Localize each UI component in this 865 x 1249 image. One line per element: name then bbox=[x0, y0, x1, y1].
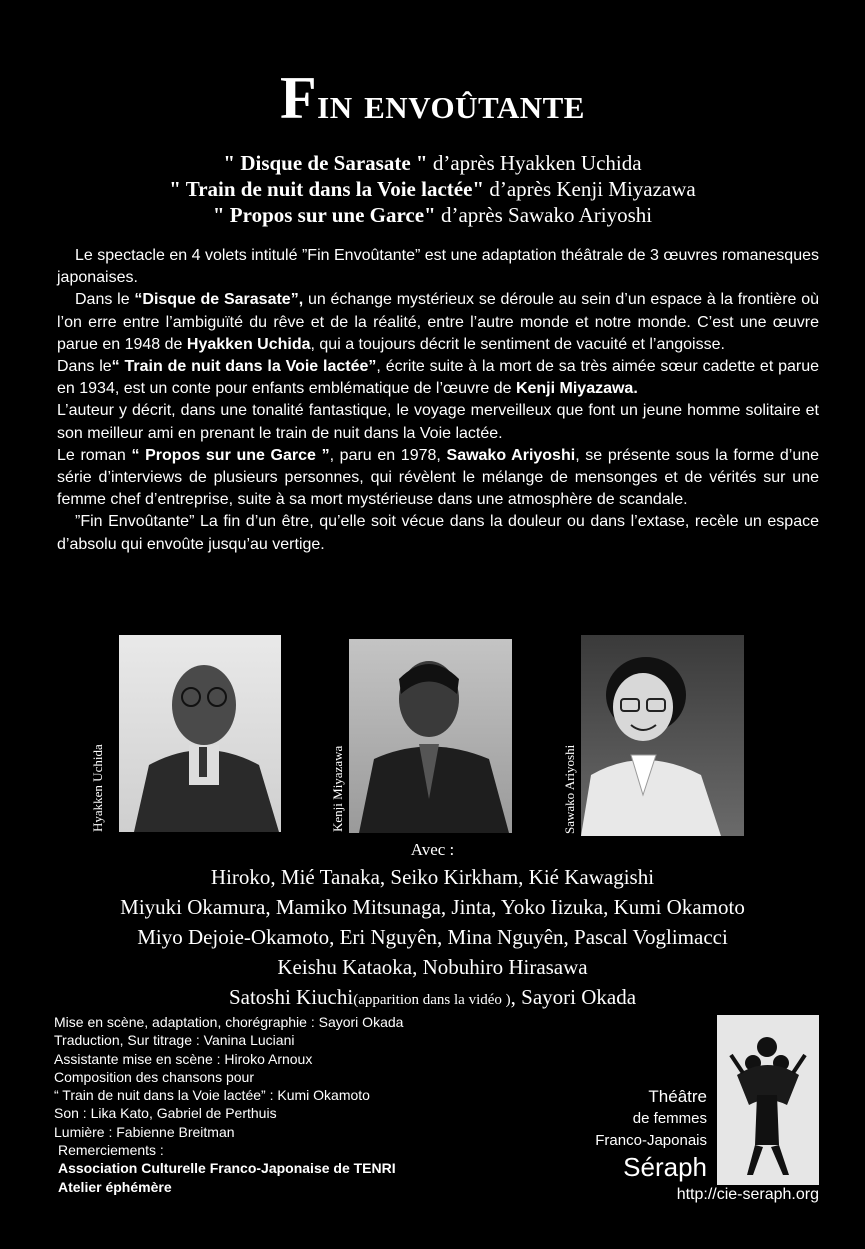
credit-line: Assistante mise en scène : Hiroko Arnoux bbox=[54, 1050, 313, 1067]
subtitle-quoted: " Disque de Sarasate " bbox=[223, 151, 428, 175]
cast-line bbox=[0, 982, 865, 1015]
credit-line: Lumière : Fabienne Breitman bbox=[54, 1123, 235, 1140]
cast-note: (apparition dans la vidéo ) bbox=[353, 992, 511, 1008]
text: Dans le bbox=[75, 291, 135, 309]
cast-line: Miyuki Okamura, Mamiko Mitsunaga, Jinta, Yoko Iizuka, Kumi Okamoto bbox=[120, 895, 745, 919]
subtitle-rest: d’après Kenji Miyazawa bbox=[484, 177, 696, 201]
bold-text: “Disque de Sarasate”, bbox=[134, 291, 304, 309]
credit-line: Mise en scène, adaptation, chorégraphie : Sayori Okada bbox=[54, 1014, 404, 1030]
bold-text: Sawako Ariyoshi bbox=[446, 446, 576, 464]
photo-sawako-ariyoshi bbox=[581, 635, 744, 836]
title-word1-rest: in bbox=[317, 79, 353, 128]
dancers-silhouette-icon bbox=[717, 1015, 819, 1185]
bold-text: “ Train de nuit dans la Voie lactée” bbox=[111, 358, 377, 376]
photo-caption: Kenji Miyazawa bbox=[330, 745, 345, 832]
text: Le roman bbox=[57, 446, 132, 464]
subtitle-line bbox=[0, 176, 865, 202]
text: , écrite suite à la mort de sa très aimée sœur cadette et parue en 1934, est un conte pour enfants emblématique de l’œuvre de bbox=[57, 358, 820, 398]
portrait-man-glasses-icon bbox=[119, 635, 281, 832]
troupe-seraph: Séraph bbox=[623, 1152, 707, 1182]
bold-text: Hyakken Uchida bbox=[186, 335, 311, 353]
text: , paru en 1978, bbox=[329, 446, 447, 464]
text: , qui a toujours décrit le sentiment de vacuité et l’angoisse. bbox=[310, 335, 725, 353]
credit-line: Remerciements : bbox=[58, 1142, 164, 1159]
photo-kenji-miyazawa bbox=[349, 639, 512, 833]
portrait-man-icon bbox=[349, 639, 512, 833]
credit-thanks: Association Culturelle Franco-Japonaise de TENRI bbox=[58, 1160, 396, 1177]
subtitle-line bbox=[0, 202, 865, 228]
cast-line: Keishu Kataoka, Nobuhiro Hirasawa bbox=[277, 955, 588, 979]
troupe-line: de femmes bbox=[632, 1110, 707, 1127]
text: Dans le bbox=[57, 358, 112, 376]
paragraph bbox=[57, 445, 819, 512]
page-title bbox=[0, 65, 865, 131]
bold-text: “ Propos sur une Garce ” bbox=[131, 446, 330, 464]
cast-name: , Sayori Okada bbox=[510, 985, 637, 1009]
cast-line: Hiroko, Mié Tanaka, Seiko Kirkham, Kié Kawagishi bbox=[210, 865, 655, 889]
text: , se présente sous la forme d’une série d’interviews de plusieurs personnes, qui révèlent le mélange de mensonges et de vérités sur une femme chef d’entreprise, suite à sa mort mystérieuse dans une atmosphère de scandale. bbox=[57, 446, 820, 509]
troupe-name bbox=[595, 1086, 707, 1182]
credit-line: “ Train de nuit dans la Voie lactée” : Kumi Okamoto bbox=[54, 1087, 370, 1104]
description-body bbox=[57, 245, 819, 556]
troupe-line: Franco-Japonais bbox=[595, 1132, 707, 1149]
credit-line: Son : Lika Kato, Gabriel de Perthuis bbox=[54, 1105, 277, 1122]
subtitle-rest: d’après Sawako Ariyoshi bbox=[435, 203, 653, 227]
troupe-line: Théâtre bbox=[648, 1087, 707, 1106]
paragraph: ”Fin Envoûtante” La fin d’un être, qu’elle soit vécue dans la douleur ou dans l’extase, recèle un espace d’absolu qui envoûte jusqu’au vertige. bbox=[57, 513, 819, 553]
subtitle-line bbox=[0, 150, 865, 176]
subtitle-quoted: " Train de nuit dans la Voie lactée" bbox=[169, 177, 485, 201]
title-first-letter: F bbox=[280, 65, 318, 131]
subtitle-list bbox=[0, 150, 865, 228]
credit-thanks: Atelier éphémère bbox=[58, 1178, 172, 1195]
title-word2: envoûtante bbox=[364, 79, 585, 128]
cast-heading: Avec : bbox=[410, 840, 455, 859]
paragraph bbox=[57, 289, 819, 356]
cast-list bbox=[0, 862, 865, 1015]
photo-hyakken-uchida bbox=[119, 635, 281, 832]
credit-line: Composition des chansons pour bbox=[54, 1068, 255, 1085]
paragraph: L’auteur y décrit, dans une tonalité fantastique, le voyage merveilleux que font un jeune homme solitaire et son meilleur ami en prenant le train de nuit dans la Voie lactée. bbox=[57, 402, 819, 442]
credits bbox=[54, 1013, 403, 1196]
paragraph bbox=[57, 356, 819, 400]
portrait-woman-glasses-icon bbox=[581, 635, 744, 836]
paragraph: Le spectacle en 4 volets intitulé ”Fin Envoûtante” est une adaptation théâtrale de 3 œuvres romanesques japonaises. bbox=[57, 247, 819, 287]
troupe-photo bbox=[717, 1015, 819, 1185]
cast-name: Satoshi Kiuchi bbox=[228, 985, 354, 1009]
bold-text: Kenji Miyazawa. bbox=[515, 380, 638, 398]
credit-line: Traduction, Sur titrage : Vanina Luciani bbox=[54, 1032, 295, 1049]
text: un échange mystérieux se déroule au sein d’un espace à la frontière où l’on erre entre l’ambiguïté du rêve et de la réalité, entre l’autre monde et notre monde. C’est une œuvre parue en 1948 de bbox=[57, 291, 820, 353]
photo-caption: Hyakken Uchida bbox=[90, 744, 105, 832]
subtitle-rest: d’après Hyakken Uchida bbox=[427, 151, 642, 175]
photo-caption: Sawako Ariyoshi bbox=[562, 744, 577, 834]
cast-line: Miyo Dejoie-Okamoto, Eri Nguyên, Mina Nguyên, Pascal Voglimacci bbox=[137, 925, 728, 949]
subtitle-quoted: " Propos sur une Garce" bbox=[212, 203, 436, 227]
website-link[interactable]: http://cie-seraph.org bbox=[676, 1186, 819, 1203]
